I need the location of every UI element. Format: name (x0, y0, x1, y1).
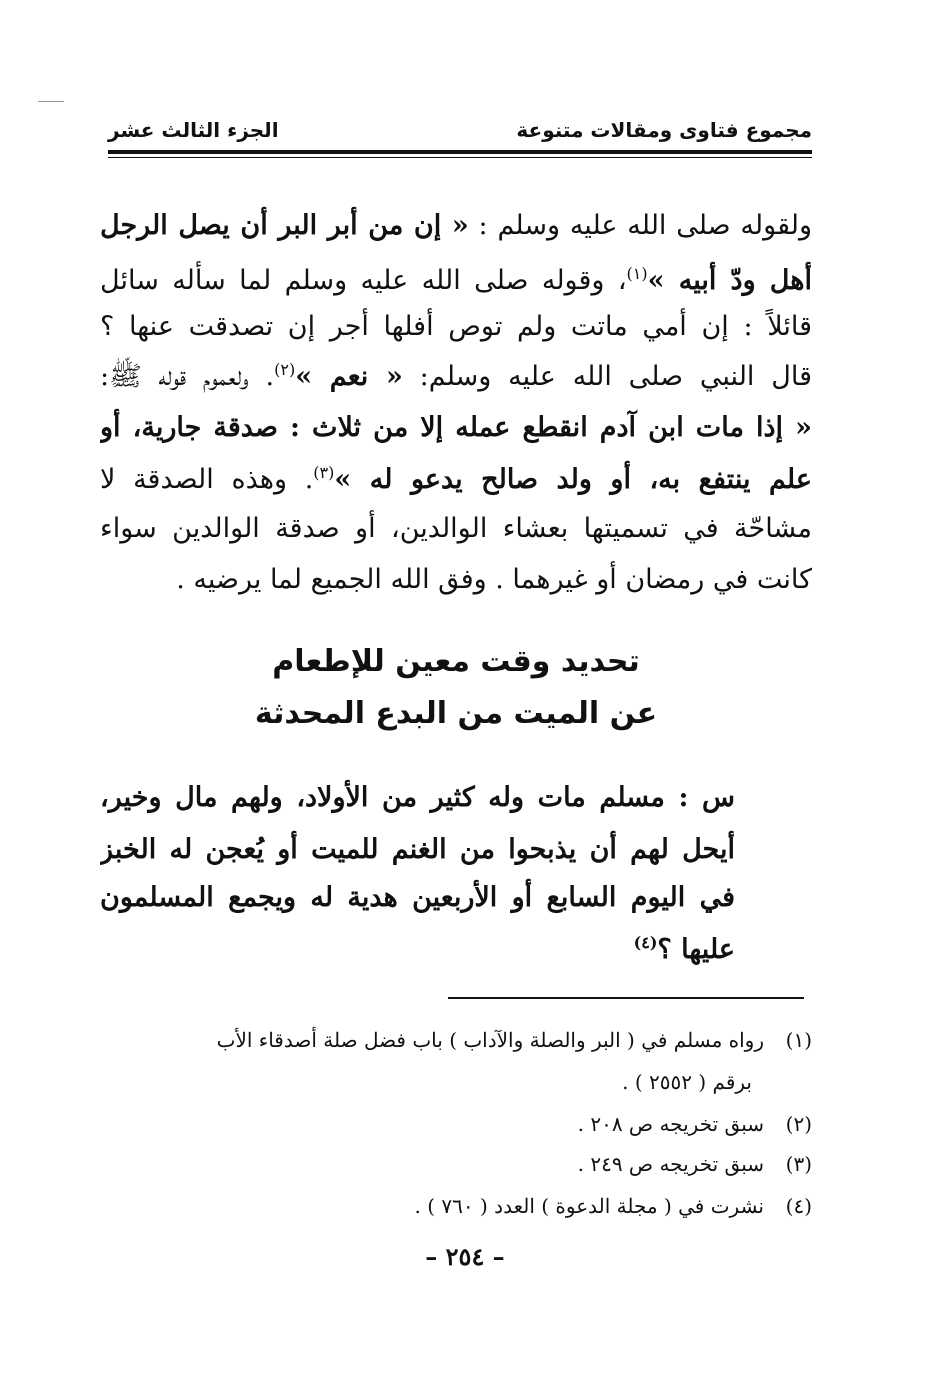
body-line-1: ولقوله صلى الله عليه وسلم : « إن من أبر البر أن يصل الرجل (100, 210, 812, 241)
footnote-separator (448, 997, 804, 999)
body-line-4: قال النبي صلى الله عليه وسلم: « نعم »$^{(٢)}$. ولعموم قوله ﷺ: (100, 360, 812, 392)
hadith-quote: أهل ودّ أبيه » (647, 265, 812, 296)
volume-label: الجزء الثالث عشر (108, 118, 279, 142)
header-rule-thick (108, 150, 812, 154)
section-heading-line-1: تحديد وقت معين للإطعام (272, 644, 640, 679)
footnote-ref[interactable]: (٣) (313, 463, 335, 482)
footnote-number: (١) (785, 1028, 812, 1052)
page-number: – ٢٥٤ – (425, 1242, 505, 1271)
question-line-1: س : مسلم مات وله كثير من الأولاد، ولهم مال وخير، (100, 782, 735, 813)
body-line-5 (100, 400, 812, 456)
hadith-quote: علم ينتفع به، أو ولد صالح يدعو له » (334, 464, 812, 495)
footnote-number: (٣) (785, 1152, 812, 1176)
body-line-7: مشاحّة في تسميتها بعشاء الوالدين، أو صدقة الوالدين سواء (100, 513, 812, 544)
body-line-2: أهل ودّ أبيه »$^{(١)}$، وقوله صلى الله عليه وسلم لما سأله سائل (100, 264, 812, 296)
running-header (108, 112, 812, 148)
header-rule-thin (108, 157, 812, 158)
hadith-quote: « إن من أبر البر أن يصل الرجل (100, 210, 469, 241)
hadith-quote: « نعم » (295, 361, 403, 392)
footnote-3 (100, 1146, 812, 1182)
footnote-1 (100, 1022, 812, 1058)
question-line-4: عليها ؟$^{(٤)}$ (633, 933, 735, 965)
body-line-6: علم ينتفع به، أو ولد صالح يدعو له »$^{(٣)}$. وهذه الصدقة لا (100, 463, 812, 495)
body-line-3: قائلاً : إن أمي ماتت ولم توص أفلها أجر إن تصدقت عنها ؟ (100, 311, 812, 342)
footnote-ref[interactable]: (٢) (274, 360, 296, 379)
footnote-text: سبق تخريجه ص ٢٠٨ . (577, 1112, 764, 1136)
footnote-1-continued: برقم ( ٢٥٥٢ ) . (622, 1070, 752, 1094)
question-line-2: أيحل لهم أن يذبحوا من الغنم للميت أو يُعجن له الخبز (100, 834, 735, 865)
hadith-quote: « إذا مات ابن آدم انقطع عمله إلا من ثلاث : صدقة جارية، أو (100, 412, 812, 443)
footnote-text: رواه مسلم في ( البر والصلة والآداب ) باب فضل صلة أصدقاء الأب (216, 1028, 764, 1052)
footnote-number: (٢) (785, 1112, 812, 1136)
book-title: مجموع فتاوى ومقالات متنوعة (516, 118, 812, 142)
margin-mark (38, 101, 64, 102)
footnote-ref[interactable]: (١) (626, 264, 648, 283)
footnote-number: (٤) (785, 1194, 812, 1218)
footnote-4 (100, 1188, 812, 1224)
section-heading-line-2: عن الميت من البدع المحدثة (254, 696, 658, 731)
footnote-text: سبق تخريجه ص ٢٤٩ . (577, 1152, 764, 1176)
body-line-8: كانت في رمضان أو غيرهما . وفق الله الجميع لما يرضيه . (176, 564, 812, 595)
footnote-ref[interactable]: (٤) (633, 933, 658, 952)
footnote-text: نشرت في ( مجلة الدعوة ) العدد ( ٧٦٠ ) . (414, 1194, 764, 1218)
footnote-2 (100, 1106, 812, 1142)
question-line-3: في اليوم السابع أو الأربعين هدية له ويجمع المسلمون (100, 882, 735, 913)
